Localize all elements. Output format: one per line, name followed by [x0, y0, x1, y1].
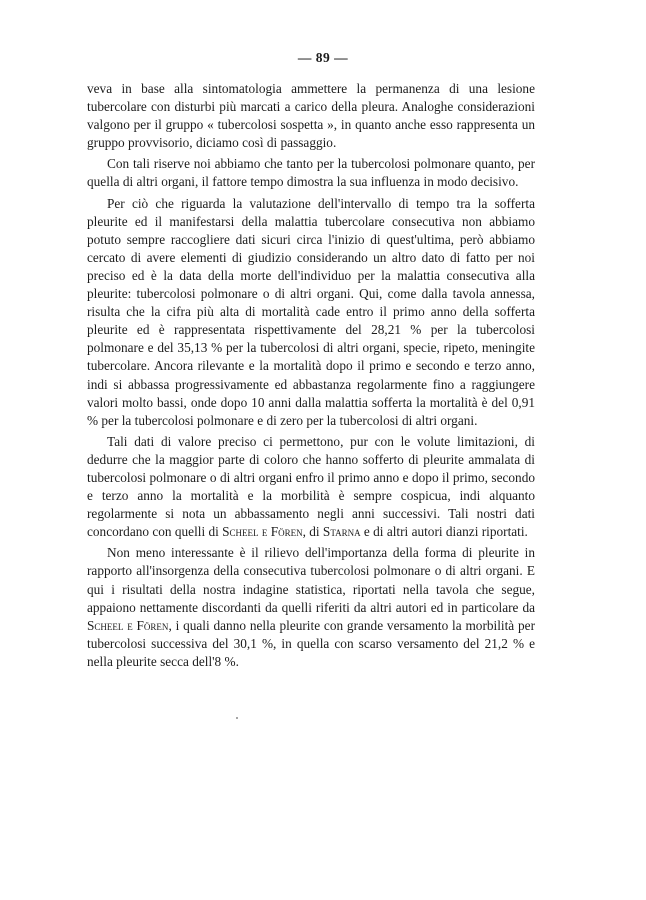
paragraph-4-text-b: , di — [302, 524, 323, 540]
body-text — [87, 80, 535, 671]
paragraph-2: Con tali riserve noi abbiamo che tanto per la tubercolosi polmonare quanto, per quella di altri organi, il fattore tempo dimostra la sua influenza in modo decisivo. — [87, 156, 535, 190]
page-number: — 89 — — [297, 50, 349, 65]
author-citation: Scheel e Fören — [87, 617, 169, 633]
paragraph-4-text-a: Tali dati di valore preciso ci permettono, pur con le volute limitazioni, di dedurre che la maggior parte di coloro che hanno sofferto di pleurite ammalata di tubercolosi polmonare o di altri organi enfro il primo anno e dopo il primo, secondo e terzo anno la mortalità e la morbilità è sempre cospicua, indi alquanto regolarmente si nota un abbassamento negli anni successivi. Tali nostri dati concordano con quelli di — [87, 433, 535, 540]
paragraph-4 — [87, 433, 535, 542]
author-citation: Scheel e Fören — [222, 524, 303, 540]
paragraph-3: Per ciò che riguarda la valutazione dell'intervallo di tempo tra la sofferta pleurite ed il manifestarsi della malattia tubercolare consecutiva non abbiamo potuto sempre raccogliere dati sicuri circa l'inizio di quest'ultima, però abbiamo cercato di avere elementi di giudizio considerando un altro dato di fatto per noi preciso ed è la data della morte dell'individuo per la malattia consecutiva alla pleurite: tubercolosi polmonare o di altri organi. Qui, come dalla tavola annessa, risulta che la cifra più alta di mortalità cade entro il primo anno della sofferta pleurite ed è rappresentata rispettivamente del 28,21 % per la tubercolosi polmonare e del 35,13 % per la tubercolosi di altri organi, specie, ripeto, meningite tubercolare. Ancora rilevante e la mortalità dopo il primo e secondo e terzo anno, indi si abbassa progressivamente ed abbastanza regolarmente fino a raggiungere valori molto bassi, onde dopo 10 anni dalla malattia sofferta la mortalità è del 0,91 % per la tubercolosi polmonare e di zero per la tubercolosi di altri organi. — [87, 195, 535, 428]
paragraph-5-text-a: Non meno interessante è il rilievo dell'importanza della forma di pleurite in rapporto all'insorgenza della consecutiva tubercolosi polmonare o di altri organi. E qui i risultati della nostra indagine statistica, riportati nella tavola che segue, appaiono nettamente discordanti da quelli riferiti da altri autori ed in particolare da — [87, 545, 535, 615]
paper-speck — [236, 717, 238, 719]
paragraph-5 — [87, 544, 535, 671]
paragraph-1: veva in base alla sintomatologia ammettere la permanenza di una lesione tubercolare con disturbi più marcati a carico della pleura. Analoghe considerazioni valgono per il gruppo « tubercolosi sospetta », in quanto anche esso rappresenta un gruppo provvisorio, diciamo così di passaggio. — [87, 81, 535, 151]
author-citation: Starna — [322, 524, 361, 540]
paragraph-5-text-b: , i quali danno nella pleurite con grande versamento la morbilità per tubercolosi successiva del 30,1 %, in quella con scarso versamento del 21,2 % e nella pleurite secca dell'8 %. — [87, 617, 536, 669]
paragraph-4-text-c: e di altri autori dianzi riportati. — [360, 524, 528, 540]
